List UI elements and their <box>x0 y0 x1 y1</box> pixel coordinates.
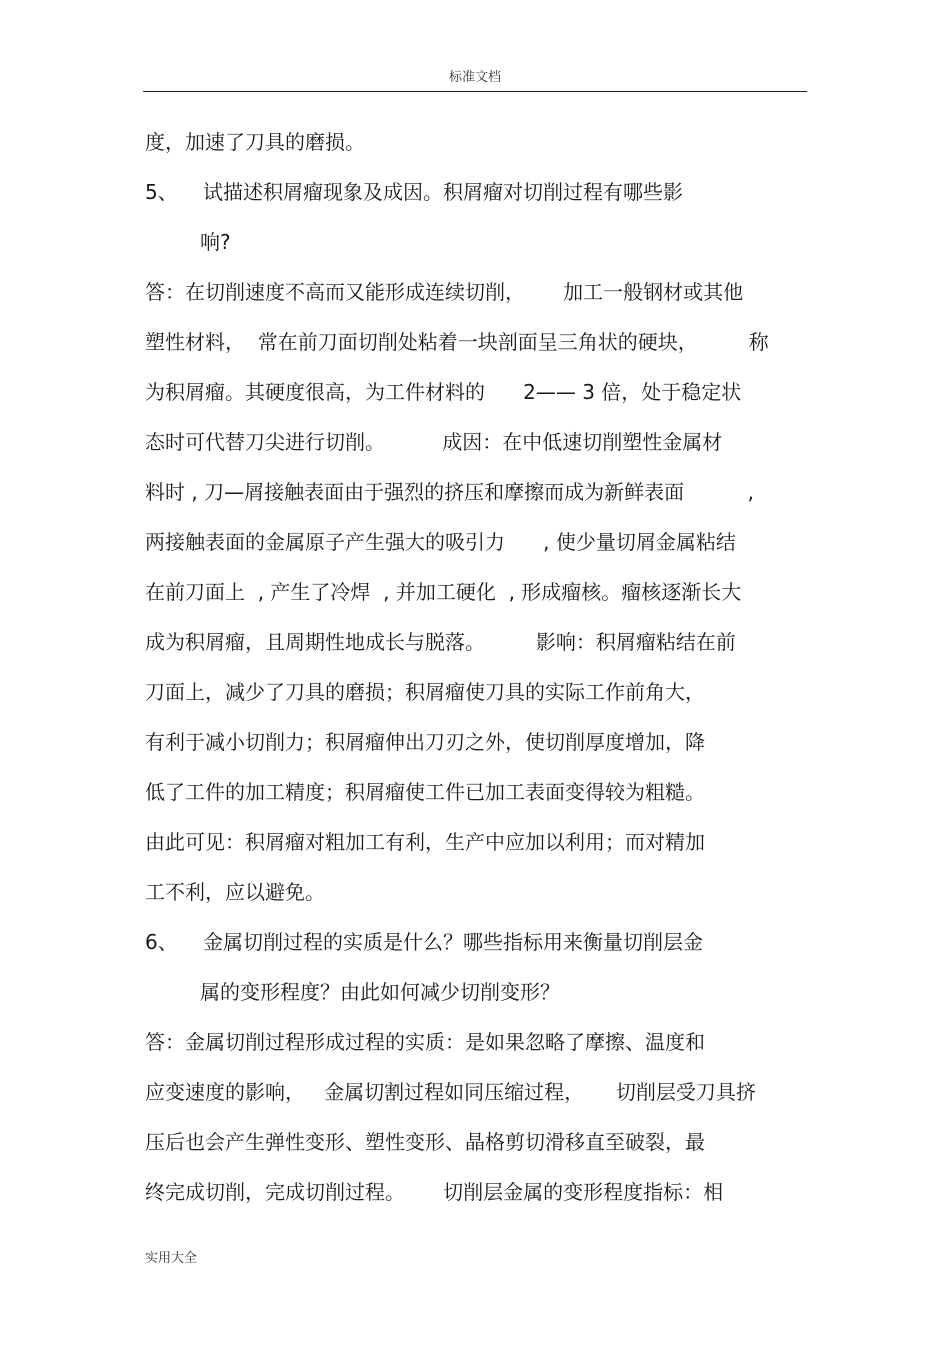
answer-5-line-10: 有利于减小切削力；积屑瘤伸出刀刃之外，使切削厚度增加，降 <box>145 730 705 754</box>
question-6-number: 6、 <box>145 930 178 954</box>
answer-5-line-1: 答：在切削速度不高而又能形成连续切削， 加工一般钢材或其他 <box>145 280 744 304</box>
answer-5-line-2: 塑性材料， 常在前刀面切削处粘着一块剖面呈三角状的硬块， 称 <box>145 330 769 354</box>
answer-5-line-3: 为积屑瘤。其硬度很高，为工件材料的 2—— 3 倍，处于稳定状 <box>145 380 742 404</box>
page-footer-text: 实用大全 <box>145 1251 198 1266</box>
body-line-1: 度，加速了刀具的磨损。 <box>145 130 365 154</box>
answer-6-line-2: 应变速度的影响， 金属切割过程如同压缩过程， 切削层受刀具挤 <box>145 1080 756 1104</box>
answer-5-line-8: 成为积屑瘤，且周期性地成长与脱落。 影响：积屑瘤粘结在前 <box>145 630 736 654</box>
answer-5-line-5: 料时 , 刀—屑接触表面由于强烈的挤压和摩擦而成为新鲜表面 , <box>145 480 755 504</box>
question-5-text-cont: 响? <box>200 230 231 254</box>
answer-5-line-12: 由此可见：积屑瘤对粗加工有利，生产中应加以利用；而对精加 <box>145 830 705 854</box>
question-5-number: 5、 <box>145 180 178 204</box>
answer-5-line-9: 刀面上，减少了刀具的磨损；积屑瘤使刀具的实际工作前角大， <box>145 680 705 704</box>
answer-5-line-6: 两接触表面的金属原子产生强大的吸引力 , 使少量切屑金属粘结 <box>145 530 736 554</box>
answer-5-line-4: 态时可代替刀尖进行切削。 成因：在中低速切削塑性金属材 <box>145 430 723 454</box>
header-divider <box>143 91 807 92</box>
question-5-text: 试描述积屑瘤现象及成因。积屑瘤对切削过程有哪些影 <box>203 180 683 204</box>
answer-6-line-4: 终完成切削，完成切削过程。 切削层金属的变形程度指标：相 <box>145 1180 724 1204</box>
answer-5-line-13: 工不利，应以避免。 <box>145 880 325 904</box>
answer-6-line-3: 压后也会产生弹性变形、塑性变形、晶格剪切滑移直至破裂，最 <box>145 1130 705 1154</box>
answer-5-line-11: 低了工件的加工精度；积屑瘤使工件已加工表面变得较为粗糙。 <box>145 780 705 804</box>
question-6-text: 金属切削过程的实质是什么？哪些指标用来衡量切削层金 <box>203 930 703 954</box>
answer-6-line-1: 答：金属切削过程形成过程的实质：是如果忽略了摩擦、温度和 <box>145 1030 705 1054</box>
answer-5-line-7: 在前刀面上 , 产生了冷焊 , 并加工硬化 , 形成瘤核。瘤核逐渐长大 <box>145 580 742 604</box>
page-header-title: 标准文档 <box>448 70 501 85</box>
question-6-text-cont: 属的变形程度？由此如何减少切削变形？ <box>200 980 560 1004</box>
